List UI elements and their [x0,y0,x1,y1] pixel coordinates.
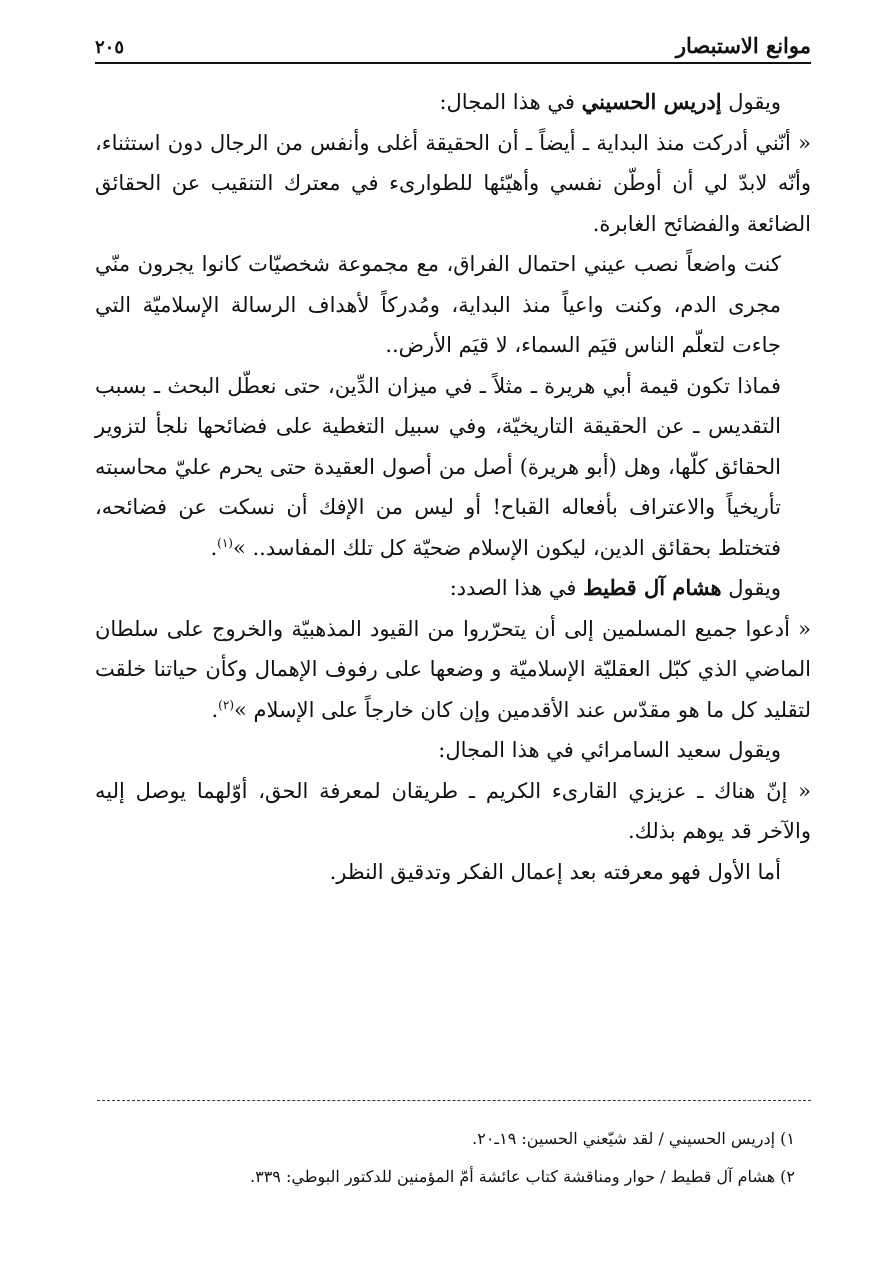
text-segment: في هذا الصدد: [449,576,584,600]
text-segment: فماذا تكون قيمة أبي هريرة ـ مثلاً ـ في ميزان الدِّين، حتى نعطّل البحث ـ بسبب التقديس ـ عن الحقيقة التاريخيّة، وفي سبيل التغطية على فضائحها نلجأ لتزوير الحقائق كلّها، وهل (أبو هريرة) أصل من أصول العقيدة حتى يحرم عليّ محاسبته تأريخياً والاعتراف بأفعاله القباح! أو ليس من الإفك أن نسكت عن فضائحه، فتختلط بحقائق الدين، ليكون الإسلام ضحيّة كل تلك المفاسد.. » [95,373,781,560]
text-segment: . [210,535,218,560]
footnote-ref: (١) [217,535,233,550]
footnote: ١) إدريس الحسيني / لقد شيّعني الحسين: ١٩ـ٢٠. [472,1129,795,1148]
quote-paragraph: كنت واضعاً نصب عيني احتمال الفراق، مع مجموعة شخصيّات كانوا يجرون منّي مجرى الدم، وكنت واعياً منذ البداية، ومُدركاً لأهداف الرسالة الإسلاميّة التي جاءت لتعلّم الناس قيَم السماء، لا قيَم الأرض.. [95,252,781,357]
author-name: إدريس الحسيني [581,89,722,114]
footnote-ref: (٢) [218,697,234,712]
footnote-separator [97,1100,811,1101]
text-segment: . [211,697,219,722]
page-number: ٢٠٥ [95,37,125,58]
quote-paragraph [95,366,811,569]
text-segment: « أدعوا جميع المسلمين إلى أن يتحرّروا من القيود المذهبيّة والخروج على سلطان الماضي الذي كبّل العقليّة الإسلاميّة و وضعها على رفوف الإهمال وكأن حياتنا خلقت لتقليد كل ما هو مقدّس عند الأقدمين وإن كان خارجاً على الإسلام » [95,616,811,722]
paragraph-intro-qutait [95,568,811,609]
running-title: موانع الاستبصار [675,33,811,58]
author-name: هشام آل قطيط [583,575,722,600]
footnotes [95,1120,795,1196]
main-text [95,82,811,892]
text-segment: ويقول [721,90,781,114]
quote-paragraph: أما الأول فهو معرفته بعد إعمال الفكر وتدقيق النظر. [329,859,781,884]
quote-paragraph: « إنّ هناك ـ عزيزي القارىء الكريم ـ طريقان لمعرفة الحق، أوّلهما يوصل إليه والآخر قد يوهم بذلك. [95,778,811,843]
footnote: ٢) هشام آل قطيط / حوار ومناقشة كتاب عائشة أمّ المؤمنين للدكتور البوطي: ٣٣٩. [250,1167,795,1186]
paragraph-intro-samarrai: ويقول سعيد السامرائي في هذا المجال: [438,738,781,762]
quote-paragraph: « أنّني أدركت منذ البداية ـ أيضاً ـ أن الحقيقة أغلى وأنفس من الرجال دون استثناء، وأنّه لابدّ لي أن أوطّن نفسي وأهيّئها للطوارىء في معترك التنقيب عن الحقائق الضائعة والفضائح الغابرة. [95,130,811,236]
page-header [95,30,811,64]
text-segment: ويقول [721,576,781,600]
paragraph-intro-husseini [95,82,811,123]
text-segment: في هذا المجال: [439,90,582,114]
quote-paragraph [95,609,811,731]
